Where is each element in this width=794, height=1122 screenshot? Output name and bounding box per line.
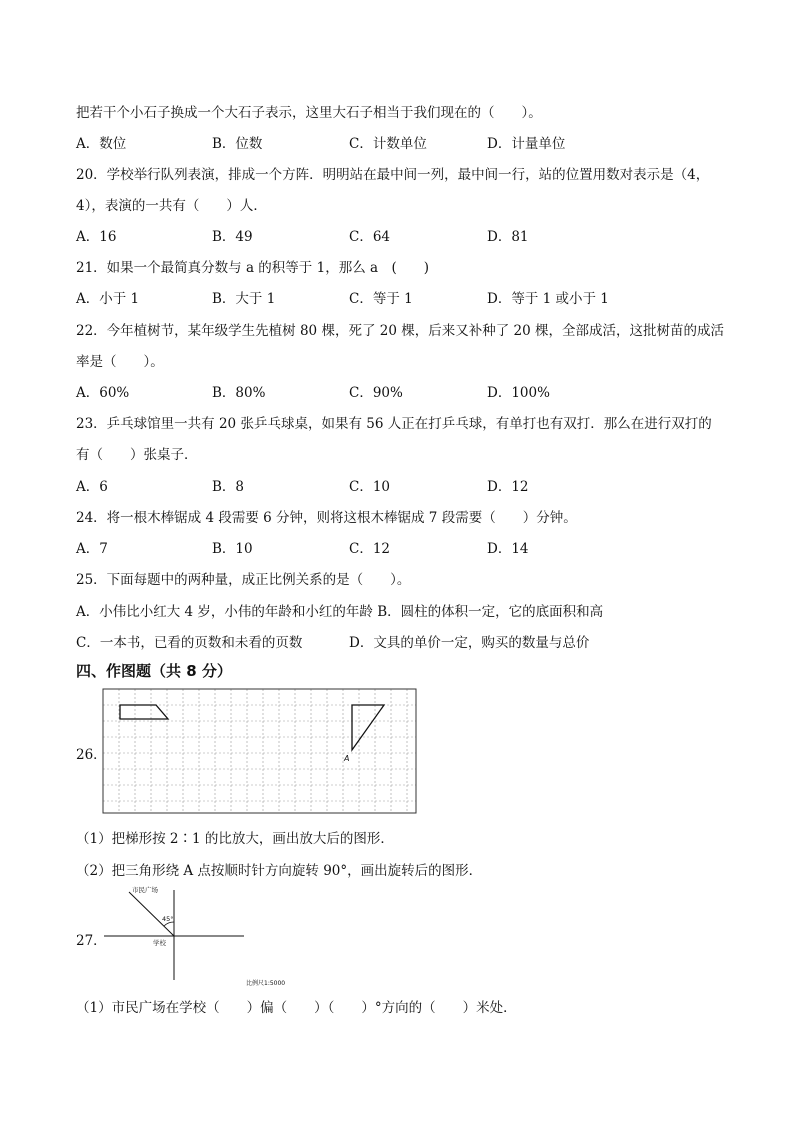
school-label: 学校 [153, 939, 166, 947]
option-c[interactable]: C．12 [349, 541, 391, 557]
q26-grid-figure [100, 686, 420, 816]
option-b[interactable]: B．8 [212, 479, 245, 495]
q27-number: 27． [76, 933, 107, 949]
option-d[interactable]: D．81 [487, 229, 529, 245]
point-a-label: A [344, 754, 350, 763]
option-a[interactable]: A．60% [76, 385, 130, 401]
scale-label: 比例尺1:5000 [246, 980, 286, 987]
option-c[interactable]: C．等于 1 [349, 291, 413, 307]
option-c[interactable]: C．一本书，已看的页数和未看的页数 [76, 635, 303, 651]
square-label: 市民广场 [132, 886, 158, 894]
option-d[interactable]: D．计量单位 [487, 136, 566, 152]
grid-lines [103, 689, 416, 813]
option-b[interactable]: B．位数 [212, 136, 263, 152]
option-c[interactable]: C．90% [349, 385, 403, 401]
trapezoid-shape [120, 705, 168, 719]
q26-sub2: （2）把三角形绕 A 点按顺时针方向旋转 90°，画出旋转后的图形． [76, 863, 483, 879]
option-a[interactable]: A．7 [76, 541, 108, 557]
option-b[interactable]: B．大于 1 [212, 291, 276, 307]
q26-sub1: （1）把梯形按 2∶1 的比放大，画出放大后的图形． [76, 831, 394, 847]
option-d[interactable]: D．12 [487, 479, 529, 495]
option-b[interactable]: B．49 [212, 229, 253, 245]
q25-options-ab[interactable]: A．小伟比小红大 4 岁，小伟的年龄和小红的年龄 B．圆柱的体积一定，它的底面积和高 [76, 604, 604, 620]
q20-stem-line1: 20．学校举行队列表演，排成一个方阵．明明站在最中间一列，最中间一行，站的位置用数对表示是（4， [76, 167, 710, 183]
grid-border [103, 689, 416, 813]
option-a[interactable]: A．16 [76, 229, 117, 245]
q23-stem-line1: 23．乒乓球馆里一共有 20 张乒乓球桌，如果有 56 人正在打乒乓球，有单打也有双打．那么在进行双打的 [76, 416, 712, 432]
q20-stem-line2: 4），表演的一共有（ ）人． [76, 198, 267, 214]
q27-direction-figure [100, 884, 300, 994]
q24-stem: 24．将一根木棒锯成 4 段需要 6 分钟，则将这根木棒锯成 7 段需要（ ）分钟。 [76, 510, 577, 526]
option-b[interactable]: B．10 [212, 541, 253, 557]
option-a[interactable]: A．数位 [76, 136, 127, 152]
option-a[interactable]: A．小于 1 [76, 291, 140, 307]
option-d[interactable]: D．文具的单价一定，购买的数量与总价 [349, 635, 590, 651]
q27-sub1: （1）市民广场在学校（ ）偏（ ）（ ）°方向的（ ）米处． [76, 1000, 517, 1016]
q23-stem-line2: 有（ ）张桌子． [76, 447, 198, 463]
triangle-shape [352, 705, 384, 750]
section-title: 四、作图题（共 8 分） [76, 662, 232, 680]
option-d[interactable]: D．14 [487, 541, 529, 557]
q25-stem: 25．下面每题中的两种量，成正比例关系的是（ ）。 [76, 572, 411, 588]
option-b[interactable]: B．80% [212, 385, 266, 401]
option-d[interactable]: D．100% [487, 385, 550, 401]
option-d[interactable]: D．等于 1 或小于 1 [487, 291, 609, 307]
angle-label: 45° [162, 915, 174, 923]
q22-stem-line1: 22．今年植树节，某年级学生先植树 80 棵，死了 20 棵，后来又补种了 20 棵，全部成活，这批树苗的成活 [76, 323, 724, 339]
option-a[interactable]: A．6 [76, 479, 108, 495]
option-c[interactable]: C．64 [349, 229, 391, 245]
option-c[interactable]: C．计数单位 [349, 136, 427, 152]
q21-stem: 21．如果一个最简真分数与 a 的积等于 1，那么 a ( ) [76, 260, 430, 276]
direction-ray [129, 892, 174, 936]
option-c[interactable]: C．10 [349, 479, 391, 495]
q26-number: 26． [76, 747, 107, 763]
q22-stem-line2: 率是（ ）。 [76, 354, 164, 370]
q19-stem: 把若干个小石子换成一个大石子表示，这里大石子相当于我们现在的（ ）。 [76, 105, 542, 121]
